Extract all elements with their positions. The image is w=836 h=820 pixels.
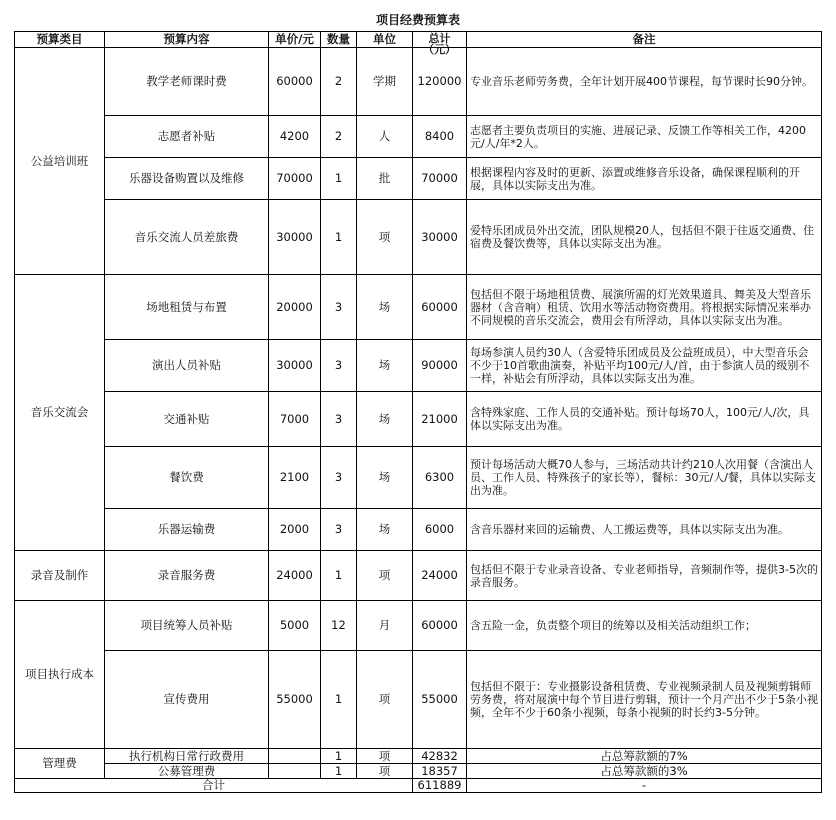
note-cell: 志愿者主要负责项目的实施、进展记录、反馈工作等相关工作，4200元/人/年*2人。	[467, 116, 822, 158]
note-cell: 含音乐器材来回的运输费、人工搬运费等，具体以实际支出为准。	[467, 509, 822, 551]
unit-cell: 场	[357, 340, 413, 392]
unit-cell: 项	[357, 651, 413, 749]
unit-cell: 人	[357, 116, 413, 158]
total-cell: 90000	[413, 340, 467, 392]
unit-cell: 学期	[357, 48, 413, 116]
table-row	[15, 340, 822, 392]
total-cell: 6000	[413, 509, 467, 551]
item-cell: 项目统筹人员补贴	[105, 601, 269, 651]
category-cell: 项目执行成本	[15, 601, 105, 749]
header-unit: 单位	[357, 32, 413, 48]
price-cell: 2000	[269, 509, 321, 551]
table-row	[15, 651, 822, 749]
note-cell: 包括但不限于：专业摄影设备租赁费、专业视频录制人员及视频剪辑师劳务费，将对展演中每个节目进行剪辑，预计一个月产出不少于5条小视频，全年不少于60条小视频，每条小视频的时长约3-5分钟。	[467, 651, 822, 749]
unit-cell: 场	[357, 509, 413, 551]
qty-cell: 3	[321, 392, 357, 447]
category-cell: 录音及制作	[15, 551, 105, 601]
unit-cell: 项	[357, 200, 413, 275]
header-category: 预算类目	[15, 32, 105, 48]
header-total-label: 总计（元）	[423, 31, 456, 56]
item-cell: 志愿者补贴	[105, 116, 269, 158]
total-cell: 42832	[413, 749, 467, 764]
note-cell: 包括但不限于专业录音设备、专业老师指导，音频制作等，提供3-5次的录音服务。	[467, 551, 822, 601]
total-cell: 120000	[413, 48, 467, 116]
note-cell: 根据课程内容及时的更新、添置或维修音乐设备，确保课程顺利的开展，具体以实际支出为准。	[467, 158, 822, 200]
note-cell: 包括但不限于场地租赁费、展演所需的灯光效果道具、舞美及大型音乐器材（含音响）租赁、饮用水等活动物资费用。将根据实际情况来举办不同规模的音乐交流会，费用会有所浮动，具体以实际支出为准。	[467, 275, 822, 340]
total-cell: 60000	[413, 275, 467, 340]
unit-cell: 项	[357, 551, 413, 601]
price-cell: 5000	[269, 601, 321, 651]
item-cell: 公募管理费	[105, 764, 269, 779]
qty-cell: 1	[321, 551, 357, 601]
header-total	[413, 31, 467, 56]
price-cell: 70000	[269, 158, 321, 200]
table-row	[15, 601, 822, 651]
qty-cell: 3	[321, 275, 357, 340]
note-cell: 每场参演人员约30人（含爱特乐团成员及公益班成员），中大型音乐会不少于10首歌曲演奏，补贴平均100元/人/首，由于参演人员的级别不一样，补贴会有所浮动，具体以实际支出为准。	[467, 340, 822, 392]
total-cell: 70000	[413, 158, 467, 200]
header-row	[15, 32, 822, 48]
header-price: 单价/元	[269, 32, 321, 48]
qty-cell: 3	[321, 447, 357, 509]
unit-cell: 项	[357, 749, 413, 764]
table-row	[15, 116, 822, 158]
price-cell: 20000	[269, 275, 321, 340]
header-item: 预算内容	[105, 32, 269, 48]
price-cell: 7000	[269, 392, 321, 447]
unit-cell: 批	[357, 158, 413, 200]
grand-total-label: 合计	[15, 779, 413, 793]
table-row	[15, 275, 822, 340]
item-cell: 演出人员补贴	[105, 340, 269, 392]
qty-cell: 12	[321, 601, 357, 651]
qty-cell: 3	[321, 340, 357, 392]
price-cell: 2100	[269, 447, 321, 509]
item-cell: 录音服务费	[105, 551, 269, 601]
qty-cell: 2	[321, 48, 357, 116]
price-cell: 55000	[269, 651, 321, 749]
note-cell: 含五险一金，负责整个项目的统筹以及相关活动组织工作；	[467, 601, 822, 651]
price-cell: 4200	[269, 116, 321, 158]
total-cell: 55000	[413, 651, 467, 749]
table-row	[15, 764, 822, 779]
note-cell: 占总筹款额的7%	[467, 749, 822, 764]
table-row	[15, 749, 822, 764]
note-cell: 专业音乐老师劳务费，全年计划开展400节课程，每节课时长90分钟。	[467, 48, 822, 116]
qty-cell: 1	[321, 764, 357, 779]
item-cell: 乐器运输费	[105, 509, 269, 551]
price-cell	[269, 749, 321, 764]
table-title: 项目经费预算表	[375, 13, 460, 27]
qty-cell: 1	[321, 200, 357, 275]
grand-total-value: 611889	[413, 779, 467, 793]
header-note: 备注	[467, 32, 822, 48]
item-cell: 教学老师课时费	[105, 48, 269, 116]
table-row	[15, 158, 822, 200]
note-cell: 爱特乐团成员外出交流，团队规模20人，包括但不限于往返交通费、住宿费及餐饮费等，具体以实际支出为准。	[467, 200, 822, 275]
item-cell: 音乐交流人员差旅费	[105, 200, 269, 275]
category-cell: 管理费	[15, 749, 105, 779]
category-cell: 公益培训班	[15, 48, 105, 275]
note-cell: 占总筹款额的3%	[467, 764, 822, 779]
price-cell: 30000	[269, 340, 321, 392]
item-cell: 乐器设备购置以及维修	[105, 158, 269, 200]
qty-cell: 1	[321, 158, 357, 200]
unit-cell: 项	[357, 764, 413, 779]
qty-cell: 2	[321, 116, 357, 158]
item-cell: 餐饮费	[105, 447, 269, 509]
budget-table	[14, 31, 822, 793]
table-row	[15, 48, 822, 116]
header-qty: 数量	[321, 32, 357, 48]
table-row	[15, 200, 822, 275]
price-cell: 30000	[269, 200, 321, 275]
qty-cell: 1	[321, 749, 357, 764]
table-row	[15, 392, 822, 447]
total-cell: 60000	[413, 601, 467, 651]
unit-cell: 月	[357, 601, 413, 651]
note-cell: 预计每场活动大概70人参与，三场活动共计约210人次用餐（含演出人员、工作人员、特殊孩子的家长等），餐标：30元/人/餐，具体以实际支出为准。	[467, 447, 822, 509]
total-cell: 8400	[413, 116, 467, 158]
item-cell: 执行机构日常行政费用	[105, 749, 269, 764]
table-row	[15, 551, 822, 601]
grand-total-note: -	[467, 779, 822, 793]
price-cell	[269, 764, 321, 779]
total-cell: 18357	[413, 764, 467, 779]
total-cell: 24000	[413, 551, 467, 601]
table-row	[15, 509, 822, 551]
total-cell: 6300	[413, 447, 467, 509]
qty-cell: 3	[321, 509, 357, 551]
total-cell: 30000	[413, 200, 467, 275]
unit-cell: 场	[357, 275, 413, 340]
category-cell: 音乐交流会	[15, 275, 105, 551]
qty-cell: 1	[321, 651, 357, 749]
note-cell: 含特殊家庭、工作人员的交通补贴。预计每场70人，100元/人/次，具体以实际支出为准。	[467, 392, 822, 447]
unit-cell: 场	[357, 447, 413, 509]
item-cell: 交通补贴	[105, 392, 269, 447]
total-cell: 21000	[413, 392, 467, 447]
item-cell: 场地租赁与布置	[105, 275, 269, 340]
table-row	[15, 447, 822, 509]
price-cell: 24000	[269, 551, 321, 601]
unit-cell: 场	[357, 392, 413, 447]
price-cell: 60000	[269, 48, 321, 116]
total-row	[15, 779, 822, 793]
item-cell: 宣传费用	[105, 651, 269, 749]
